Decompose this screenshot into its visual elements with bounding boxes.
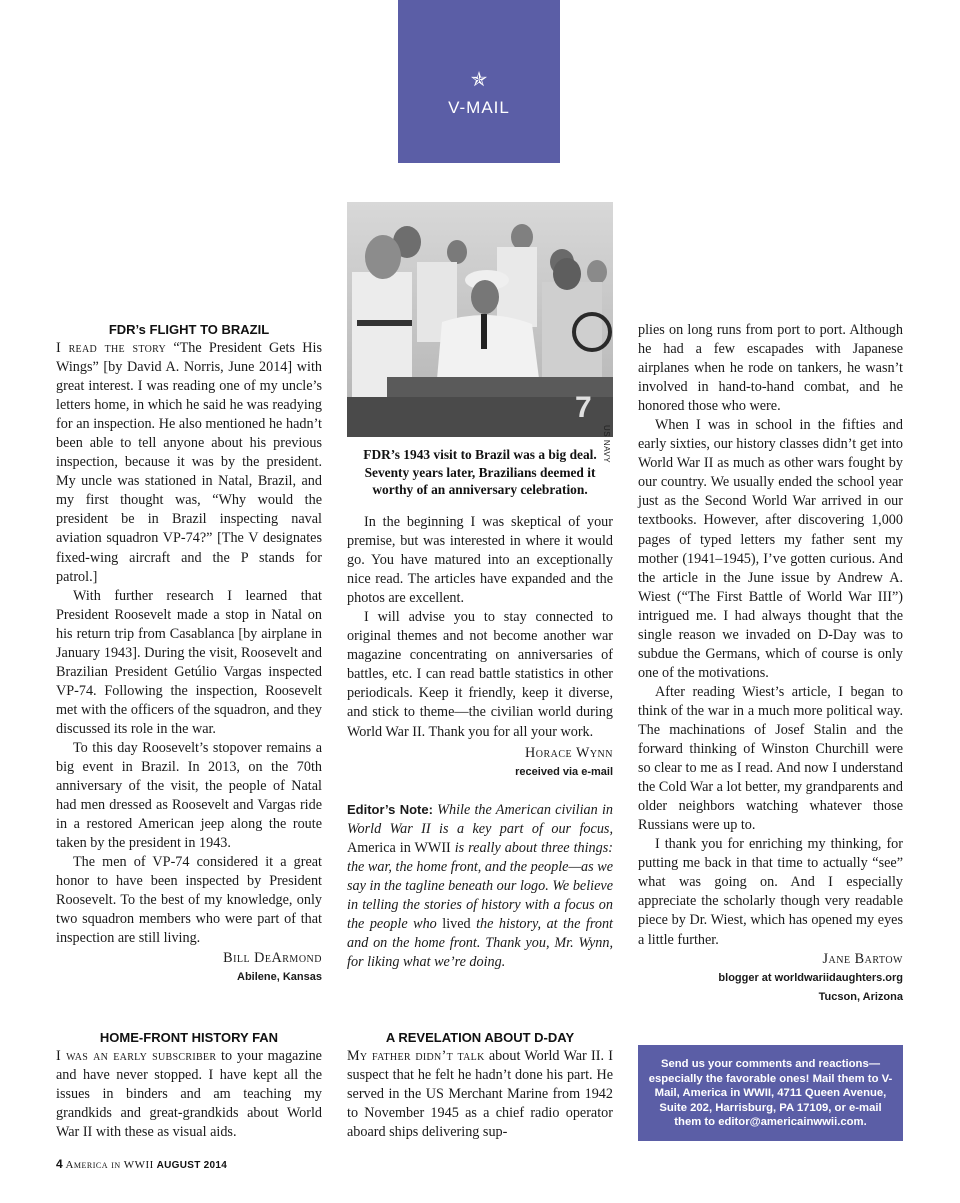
svg-text:7: 7 [575, 391, 592, 424]
issue-date: AUGUST 2014 [156, 1160, 228, 1171]
letter-paragraph: With further research I learned that President Roosevelt made a stop in Natal on his return trip from Casablanca [by airplane in January 1943]. During the visit, Roosevelt and Brazilian President Getúlio Vargas inspected VP-74. Following the inspection, Roosevelt met with the officers of the squadron, and they discussed its role in the war. [56, 587, 322, 737]
author-name: Bill DeArmond [223, 949, 322, 966]
letter-d-day-continued [638, 321, 903, 1007]
v-mail-banner [398, 0, 560, 163]
author-blog: blogger at worldwariidaughters.org [718, 971, 903, 984]
lead-in: I was an early subscriber [56, 1048, 217, 1064]
author-location: received via e-mail [515, 765, 613, 778]
letter-paragraph: I read the story “The President Gets His Wings” [by David A. Norris, June 2014] with great interest. I was reading one of my uncle’s letters home, in which he said he was readying for an inspection. He also mentioned he hadn’t been able to tell anyone about his previous inspection, because it was by the president. My uncle was stationed in Natal, Brazil, and my first thought was, “Why would the president be in Brazil inspecting naval aviation squadron VP-74?” [The V designates fixed-wing aircraft and the P stands for patrol.] [56, 340, 322, 585]
submission-callout: Send us your comments and reactions—especially the favorable ones! Mail them to V-Mail, America in WWII, 4711 Queen Avenue, Suite 202, Harrisburg, PA 17109, or e-mail them to editor@americainwwii.com. [638, 1045, 903, 1141]
section-title: V-MAIL [448, 98, 510, 117]
letter-heading: HOME-FRONT HISTORY FAN [99, 1030, 279, 1045]
signature [56, 949, 322, 987]
photo-caption: FDR’s 1943 visit to Brazil was a big deal. Seventy years later, Brazilians deemed it worthy of an anniversary celebration. [363, 447, 597, 497]
letter-d-day [347, 1028, 613, 1142]
letter-paragraph: After reading Wiest’s article, I began to think of the war in a much more political way. The machinations of Josef Stalin and the forward thinking of Winston Churchill were so clear to me as I read. And now I understand the Cold War a lot better, my grandparents and older neighbors watching whatever those Russians were up to. [638, 683, 903, 834]
lead-in: My father didn’t talk [347, 1048, 485, 1064]
letter-paragraph: When I was in school in the fifties and early sixties, our history classes didn’t get into World War II as much as other wars fought by our country. We usually ended the school year just as the Second World War arrived in our textbooks. However, after discovering 1,000 pages of typed letters my father sent my mother (1941–1945), I’ve gotten curious. And the article in the June issue by Andrew A. Wiest (“The First Battle of World War III”) intrigued me. I had always thought that the single reason we invaded on D-Day was to subdue the Germans, which of course is only one of the motivations. [638, 417, 903, 681]
magazine-name: America in WWII [65, 1159, 154, 1171]
letter-home-front [56, 1028, 322, 1142]
author-name: Jane Bartow [822, 950, 903, 967]
page-footer [56, 1157, 227, 1171]
signature [638, 950, 903, 1007]
letter-heading: A REVELATION ABOUT D-DAY [385, 1030, 575, 1045]
page-number: 4 [56, 1157, 63, 1171]
letter-paragraph: To this day Roosevelt’s stopover remains a big event in Brazil. In 2013, on the 70th anniversary of the visit, the people of Natal had men dressed as Roosevelt and Vargas ride in a restored American jeep along the route taken by the president in 1943. [56, 739, 322, 852]
author-location: Abilene, Kansas [237, 970, 322, 983]
fdr-brazil-photo [347, 202, 613, 437]
letter-paragraph: In the beginning I was skeptical of your premise, but was interested in where it would go. You have matured into an exceptionally nice read. The articles have expanded and the photos are excellent. [347, 514, 613, 607]
letter-paragraph: I will advise you to stay connected to original themes and not become another war magazine concentrating on anniversaries of battles, etc. I can read battle statistics in other periodicals. Keep it friendly, keep it diverse, and stick to theme—the civilian world during World War II. Thank you for all your work. [347, 609, 613, 740]
letter-paragraph: plies on long runs from port to port. Although he had a few escapades with Japanese airplanes when he rode on tankers, he wasn’t involved in hand-to-hand combat, and he honored those who were. [638, 322, 903, 415]
lead-in: I read the story [56, 340, 167, 356]
letter-paragraph: My father didn’t talk about World War II. I suspect that he felt he hadn’t done his part. He served in the US Merchant Marine from 1942 to November 1945 as a chief radio operator aboard ships delivering sup- [347, 1048, 613, 1141]
letter-paragraph: I thank you for enriching my thinking, for putting me back in that time to actually “see” what was going on. And I especially appreciate the scholarly though very readable piece by Dr. Wiest, which has opened my eyes a little further. [638, 836, 903, 948]
letter-fdr-flight [56, 320, 322, 987]
star-icon: ✯ [470, 69, 488, 91]
letter-paragraph: I was an early subscriber to your magazine and have never stopped. I have kept all the issues in binders and am teaching my grandkids and great-grandkids about World War II with these as visual aids. [56, 1048, 322, 1141]
author-name: Horace Wynn [525, 744, 613, 761]
author-location: Tucson, Arizona [818, 990, 903, 1003]
editors-note: Editor’s Note: While the American civilian in World War II is a key part of our focus, America in WWII is really about three things: the war, the home front, and the people—as we say in the tagline beneath our logo. We believe in telling the stories of history with a focus on the people who lived the history, at the front and on the home front. Thank you, Mr. Wynn, for liking what we’re doing. [347, 801, 613, 970]
signature [347, 744, 613, 782]
letter-heading: FDR’s FLIGHT TO BRAZIL [108, 322, 270, 337]
letter-paragraph: The men of VP-74 considered it a great honor to have been inspected by President Roosevelt. To the best of my knowledge, only two squadron members who were part of that inspection are still living. [56, 854, 322, 947]
letter-home-front-continued [347, 513, 613, 972]
photo-credit: US NAVY [602, 425, 611, 464]
